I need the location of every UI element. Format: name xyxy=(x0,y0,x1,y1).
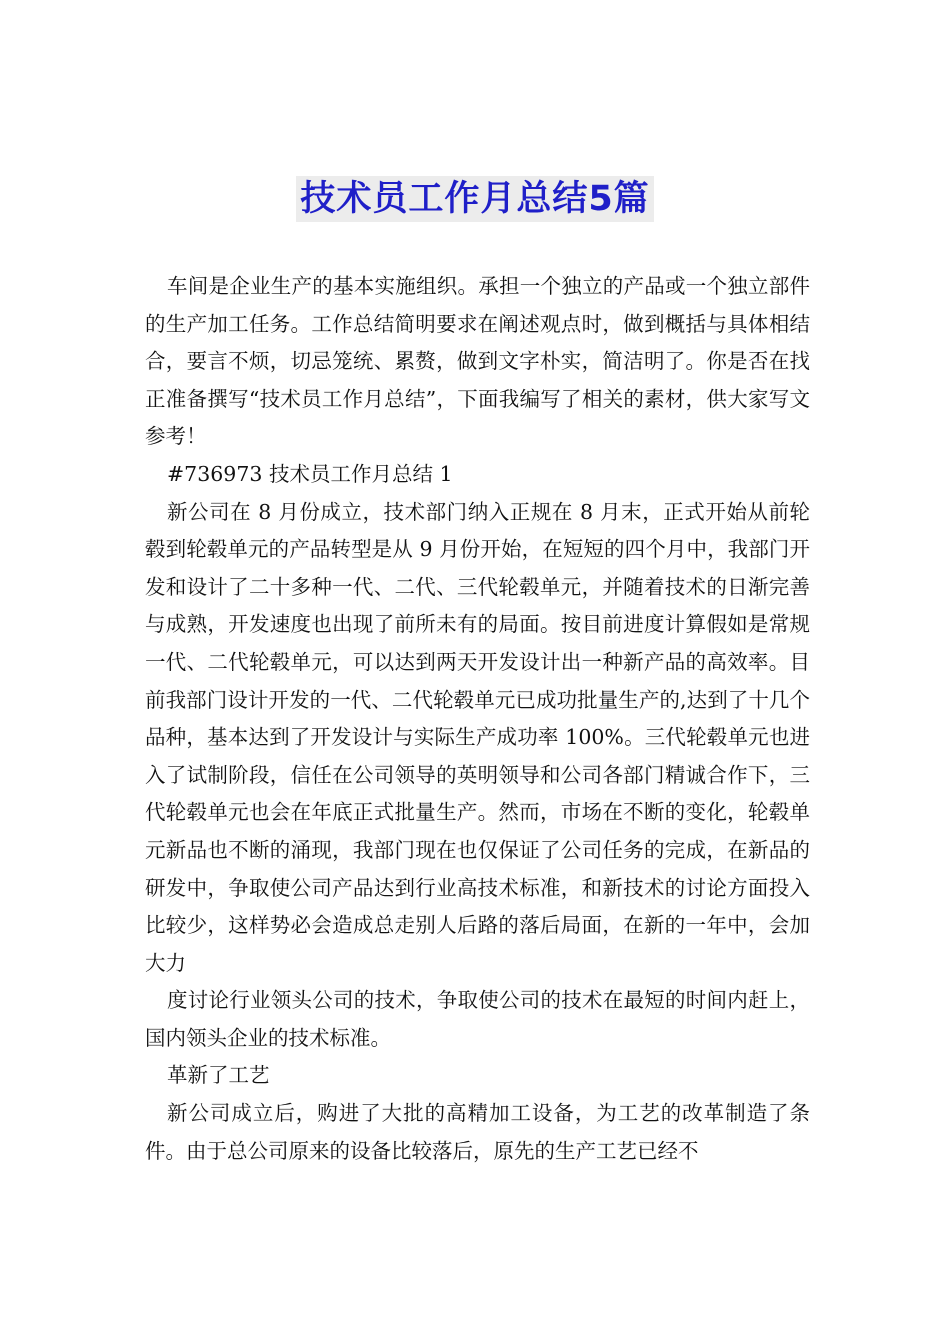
body-paragraph: 新公司成立后，购进了大批的高精加工设备，为工艺的改革制造了条件。由于总公司原来的设备比较落后，原先的生产工艺已经不 xyxy=(145,1101,810,1163)
body-paragraph: 新公司在 8 月份成立，技术部门纳入正规在 8 月末，正式开始从前轮毂到轮毂单元的产品转型是从 9 月份开始，在短短的四个月中，我部门开发和设计了二十多种一代、二代、三代轮毂单元，并随着技术的日渐完善与成熟，开发速度也出现了前所未有的局面。按目前进度计算假如是常规一代、二代轮毂单元，可以达到两天开发设计出一种新产品的高效率。目前我部门设计开发的一代、二代轮毂单元已成功批量生产的,达到了十几个品种，基本达到了开发设计与实际生产成功率 100%。三代轮毂单元也进入了试制阶段，信任在公司领导的英明领导和公司各部门精诚合作下，三代轮毂单元也会在年底正式批量生产。然而，市场在不断的变化，轮毂单元新品也不断的涌现，我部门现在也仅保证了公司任务的完成，在新品的研发中，争取使公司产品达到行业高技术标准，和新技术的讨论方面投入比较少，这样势必会造成总走别人后路的落后局面，在新的一年中，会加大力 xyxy=(145,499,810,975)
intro-paragraph: 车间是企业生产的基本实施组织。承担一个独立的产品或一个独立部件的生产加工任务。工作总结简明要求在阐述观点时，做到概括与具体相结合，要言不烦，切忌笼统、累赘，做到文字朴实，简洁明了。你是否在找正准备撰写“技术员工作月总结”，下面我编写了相关的素材，供大家写文参考！ xyxy=(145,274,810,449)
section-heading-1: #736973 技术员工作月总结 1 xyxy=(167,461,453,486)
document-body xyxy=(145,268,810,1170)
title-container xyxy=(0,176,950,222)
subsection-heading: 革新了工艺 xyxy=(167,1063,270,1088)
document-title: 技术员工作月总结5篇 xyxy=(296,176,653,222)
body-paragraph: 度讨论行业领头公司的技术，争取使公司的技术在最短的时间内赶上，国内领头企业的技术标准。 xyxy=(145,988,810,1050)
